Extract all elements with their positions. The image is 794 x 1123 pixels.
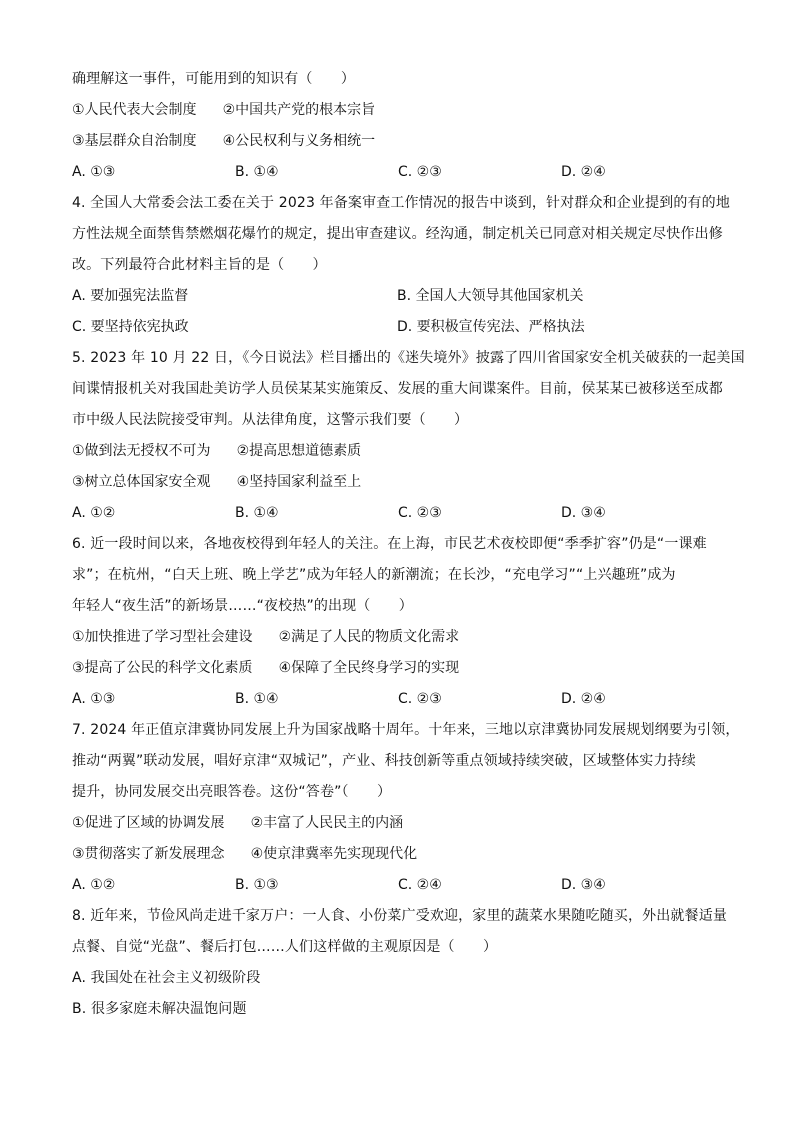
options-row (72, 870, 724, 901)
statement: ④公民权利与义务相统一 (222, 133, 376, 149)
option-d[interactable]: D. ③④ (561, 877, 606, 893)
option-d[interactable]: D. 要积极宣传宪法、严格执法 (397, 319, 585, 335)
question-7-line: 提升，协同发展交出亮眼答卷。这份“答卷”（ ） (72, 784, 392, 800)
question-6-line: 6. 近一段时间以来，各地夜校得到年轻人的关注。在上海，市民艺术夜校即便“季季扩容”仍是“一课难 (72, 536, 707, 552)
option-c[interactable]: C. ②③ (398, 691, 442, 707)
statement: ④使京津冀率先实现现代化 (250, 846, 418, 862)
statement: ③提高了公民的科学文化素质 (72, 660, 253, 676)
statement-row (72, 95, 724, 126)
question-stem: 确理解这一事件，可能用到的知识有（ ） (72, 71, 355, 87)
statement: ③基层群众自治制度 (72, 133, 197, 149)
statement: ②提高思想道德素质 (236, 443, 362, 459)
option-a[interactable]: A. ①③ (72, 691, 116, 707)
options-row (72, 684, 724, 715)
question-5-line: 市中级人民法院接受审判。从法律角度，这警示我们要（ ） (72, 412, 469, 428)
option-b[interactable]: B. ①④ (235, 164, 279, 180)
options-row (72, 157, 724, 188)
question-5-line: 间谍情报机关对我国赴美访学人员侯某某实施策反、发展的重大间谍案件。目前，侯某某已被移送至成都 (72, 381, 723, 397)
question-5-line: 5. 2023 年 10 月 22 日，《今日说法》栏目播出的《迷失境外》披露了四川省国家安全机关破获的一起美国 (72, 350, 745, 366)
question-6-line: 求”；在杭州，“白天上班、晚上学艺”成为年轻人的新潮流；在长沙，“充电学习”“上兴趣班”成为 (72, 567, 676, 583)
option-b[interactable]: B. ①④ (235, 505, 279, 521)
option-a[interactable]: A. ①② (72, 505, 116, 521)
option-a[interactable]: A. ①② (72, 877, 116, 893)
option-d[interactable]: D. ②④ (561, 164, 606, 180)
question-7-line: 7. 2024 年正值京津冀协同发展上升为国家战略十周年。十年来，三地以京津冀协同发展规划纲要为引领， (72, 722, 740, 738)
statement: ①人民代表大会制度 (72, 102, 197, 118)
statement: ④坚持国家利益至上 (236, 474, 362, 490)
statement-row (72, 436, 724, 467)
options-row (72, 281, 724, 312)
question-7-line: 推动“两翼”联动发展，唱好京津“双城记”，产业、科技创新等重点领域持续突破，区域整体实力持续 (72, 753, 696, 769)
option-c[interactable]: C. ②③ (398, 164, 442, 180)
statement: ①加快推进了学习型社会建设 (72, 629, 253, 645)
options-row (72, 312, 724, 343)
option-d[interactable]: D. ②④ (561, 691, 606, 707)
question-8-line: 8. 近年来，节俭风尚走进千家万户：一人食、小份菜广受欢迎，家里的蔬菜水果随吃随买，外出就餐适量 (72, 908, 728, 924)
option-d[interactable]: D. ③④ (561, 505, 606, 521)
option-a[interactable]: A. ①③ (72, 164, 116, 180)
statement-row (72, 622, 724, 653)
option-a[interactable]: A. 要加强宪法监督 (72, 288, 189, 304)
statement-row (72, 126, 724, 157)
option-b[interactable]: B. ①③ (235, 877, 279, 893)
statement-row (72, 839, 724, 870)
statement: ②中国共产党的根本宗旨 (222, 102, 376, 118)
statement: ①促进了区域的协调发展 (72, 815, 225, 831)
option-c[interactable]: C. 要坚持依宪执政 (72, 319, 189, 335)
question-4-line: 改。下列最符合此材料主旨的是（ ） (72, 257, 327, 273)
question-4-line: 4. 全国人大常委会法工委在关于 2023 年备案审查工作情况的报告中谈到，针对群众和企业提到的有的地 (72, 195, 730, 211)
statement: ②满足了人民的物质文化需求 (278, 629, 460, 645)
options-row (72, 498, 724, 529)
statement: ④保障了全民终身学习的实现 (278, 660, 460, 676)
option-b[interactable]: B. 很多家庭未解决温饱问题 (72, 1001, 247, 1017)
option-b[interactable]: B. ①④ (235, 691, 279, 707)
question-4-line: 方性法规全面禁售禁燃烟花爆竹的规定，提出审查建议。经沟通，制定机关已同意对相关规定尽快作出修 (72, 226, 723, 242)
statement: ②丰富了人民民主的内涵 (250, 815, 404, 831)
option-b[interactable]: B. 全国人大领导其他国家机关 (397, 288, 584, 304)
statement-row (72, 808, 724, 839)
option-a[interactable]: A. 我国处在社会主义初级阶段 (72, 970, 261, 986)
question-8-line: 点餐、自觉“光盘”、餐后打包……人们这样做的主观原因是（ ） (72, 939, 498, 955)
statement: ①做到法无授权不可为 (72, 443, 211, 459)
statement-row (72, 653, 724, 684)
statement-row (72, 467, 724, 498)
option-c[interactable]: C. ②④ (398, 877, 442, 893)
option-c[interactable]: C. ②③ (398, 505, 442, 521)
exam-page (72, 64, 745, 1025)
statement: ③贯彻落实了新发展理念 (72, 846, 225, 862)
question-6-line: 年轻人“夜生活”的新场景……“夜校热”的出现（ ） (72, 598, 413, 614)
statement: ③树立总体国家安全观 (72, 474, 211, 490)
